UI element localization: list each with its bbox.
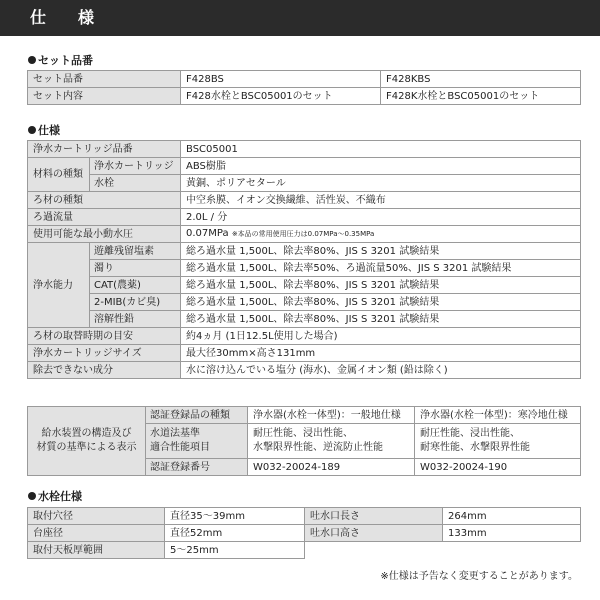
cert-standard-label-line: 水道法基準 xyxy=(150,428,200,439)
ability-sub: 2-MIB(カビ臭) xyxy=(90,294,181,311)
spout-height-value: 133mm xyxy=(443,525,581,542)
ability-value: 総ろ過水量 1,500L、除去率50%、ろ過流量50%、JIS S 3201 試験結果 xyxy=(181,260,581,277)
table-row xyxy=(28,71,581,88)
cert-left-label xyxy=(28,407,146,476)
cert-type-a: 浄水器(水栓一体型)：一般地仕様 xyxy=(248,407,415,424)
faucet-table xyxy=(27,507,581,559)
section-label: 水栓仕様 xyxy=(38,490,82,503)
table-row xyxy=(28,243,581,260)
cert-standard-a xyxy=(248,424,415,459)
set-number-label: セット品番 xyxy=(28,71,181,88)
mount-hole-label: 取付穴径 xyxy=(28,508,165,525)
ability-value: 総ろ過水量 1,500L、除去率80%、JIS S 3201 試験結果 xyxy=(181,243,581,260)
table-row xyxy=(28,508,581,525)
flow-label: ろ過流量 xyxy=(28,209,181,226)
cert-number-b: W032-20024-190 xyxy=(415,459,581,476)
cert-standard-b-line: 耐寒性能、水撃限界性能 xyxy=(420,442,530,453)
ability-sub: 溶解性鉛 xyxy=(90,311,181,328)
cert-standard-a-line: 水撃限界性能、逆流防止性能 xyxy=(253,442,383,453)
ability-sub: CAT(農薬) xyxy=(90,277,181,294)
replace-label: ろ材の取替時期の目安 xyxy=(28,328,181,345)
spec-table xyxy=(27,140,581,379)
section-label: 仕様 xyxy=(38,124,60,137)
cert-number-label: 認証登録番号 xyxy=(146,459,248,476)
table-row xyxy=(28,226,581,243)
section-title-spec xyxy=(28,124,60,138)
bullet-icon xyxy=(28,56,36,64)
table-row xyxy=(28,141,581,158)
cert-type-label: 認証登録品の種類 xyxy=(146,407,248,424)
ability-sub: 濁り xyxy=(90,260,181,277)
table-row xyxy=(28,362,581,379)
section-title-set xyxy=(28,54,93,68)
pressure-note: ※本品の常用使用圧力は0.07MPa～0.35MPa xyxy=(231,230,375,238)
cert-standard-b-line: 耐圧性能、浸出性能、 xyxy=(420,428,520,439)
table-row xyxy=(28,345,581,362)
table-row xyxy=(28,277,581,294)
table-row xyxy=(28,542,581,559)
table-row xyxy=(28,311,581,328)
cannot-remove-value: 水に溶け込んでいる塩分 (海水)、金属イオン類 (鉛は除く) xyxy=(181,362,581,379)
section-label: セット品番 xyxy=(38,54,93,67)
table-row xyxy=(28,175,581,192)
ability-value: 総ろ過水量 1,500L、除去率80%、JIS S 3201 試験結果 xyxy=(181,294,581,311)
table-row xyxy=(28,407,581,424)
cert-standard-label xyxy=(146,424,248,459)
table-row xyxy=(28,525,581,542)
bullet-icon xyxy=(28,492,36,500)
set-number-a: F428BS xyxy=(181,71,381,88)
table-row xyxy=(28,328,581,345)
counter-thickness-value: 5～25mm xyxy=(165,542,305,559)
page-title: 仕 様 xyxy=(0,0,600,36)
footnote: ※仕様は予告なく変更することがあります。 xyxy=(380,571,578,582)
cert-standard-a-line: 耐圧性能、浸出性能、 xyxy=(253,428,353,439)
table-row xyxy=(28,260,581,277)
table-row xyxy=(28,209,581,226)
cert-number-a: W032-20024-189 xyxy=(248,459,415,476)
material-sub: 水栓 xyxy=(90,175,181,192)
pressure-label: 使用可能な最小動水圧 xyxy=(28,226,181,243)
size-label: 浄水カートリッジサイズ xyxy=(28,345,181,362)
base-diameter-value: 直径52mm xyxy=(165,525,305,542)
ability-value: 総ろ過水量 1,500L、除去率80%、JIS S 3201 試験結果 xyxy=(181,277,581,294)
table-row xyxy=(28,192,581,209)
spout-length-value: 264mm xyxy=(443,508,581,525)
cert-left-label-line: 材質の基準による表示 xyxy=(36,442,137,453)
ability-sub: 遊離残留塩素 xyxy=(90,243,181,260)
flow-value: 2.0L / 分 xyxy=(181,209,581,226)
set-content-a: F428水栓とBSC05001のセット xyxy=(181,88,381,105)
ability-value: 総ろ過水量 1,500L、除去率80%、JIS S 3201 試験結果 xyxy=(181,311,581,328)
cert-standard-label-line: 適合性能項目 xyxy=(150,442,210,453)
ability-label: 浄水能力 xyxy=(28,243,90,328)
size-value: 最大径30mm×高さ131mm xyxy=(181,345,581,362)
set-content-b: F428K水栓とBSC05001のセット xyxy=(381,88,581,105)
material-label: 材料の種類 xyxy=(28,158,90,192)
filter-value: 中空糸膜、イオン交換繊維、活性炭、不織布 xyxy=(181,192,581,209)
cert-standard-b xyxy=(415,424,581,459)
spout-length-label: 吐水口長さ xyxy=(305,508,443,525)
table-row xyxy=(28,294,581,311)
material-sub: 浄水カートリッジ xyxy=(90,158,181,175)
replace-value: 約4ヵ月 (1日12.5L使用した場合) xyxy=(181,328,581,345)
set-table xyxy=(27,70,581,105)
table-row xyxy=(28,158,581,175)
cert-type-b: 浄水器(水栓一体型)：寒冷地仕様 xyxy=(415,407,581,424)
material-value: 黄銅、ポリアセタール xyxy=(181,175,581,192)
cartridge-label: 浄水カートリッジ品番 xyxy=(28,141,181,158)
material-value: ABS樹脂 xyxy=(181,158,581,175)
table-row xyxy=(28,88,581,105)
set-content-label: セット内容 xyxy=(28,88,181,105)
filter-label: ろ材の種類 xyxy=(28,192,181,209)
section-title-faucet xyxy=(28,490,82,504)
counter-thickness-label: 取付天板厚範囲 xyxy=(28,542,165,559)
cannot-remove-label: 除去できない成分 xyxy=(28,362,181,379)
set-number-b: F428KBS xyxy=(381,71,581,88)
spout-height-label: 吐水口高さ xyxy=(305,525,443,542)
cartridge-value: BSC05001 xyxy=(181,141,581,158)
cert-left-label-line: 給水装置の構造及び xyxy=(41,428,132,439)
empty-cell xyxy=(305,542,581,559)
bullet-icon xyxy=(28,126,36,134)
pressure-value: 0.07MPa xyxy=(186,228,229,239)
mount-hole-value: 直径35～39mm xyxy=(165,508,305,525)
base-diameter-label: 台座径 xyxy=(28,525,165,542)
pressure-cell xyxy=(181,226,581,243)
cert-table xyxy=(27,406,581,476)
